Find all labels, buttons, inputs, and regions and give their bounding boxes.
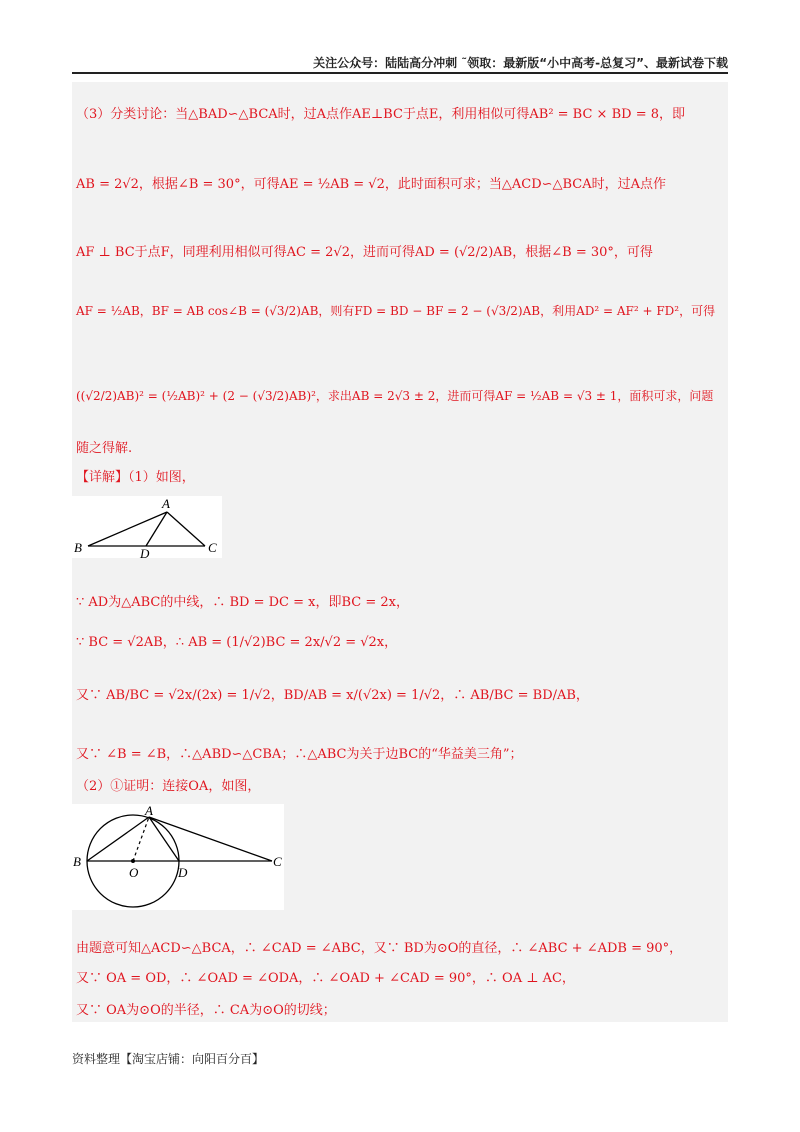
text-line-13: 由题意可知△ACD∽△BCA，∴ ∠CAD = ∠ABC，又∵ BD为⊙O的直径，∴ ∠ABC + ∠ADB = 90°，: [76, 941, 683, 956]
solution-content: [72, 82, 728, 1022]
text-line-4: AF = ½AB，BF = AB cos∠B = (√3/2)AB，则有FD = BD − BF = 2 − (√3/2)AB，利用AD² = AF² + FD²，可得: [76, 304, 716, 318]
circle-figure: [72, 804, 284, 910]
text-line-3: AF ⊥ BC于点F，同理利用相似可得AC = 2√2，进而可得AD = (√2/2)AB，根据∠B = 30°，可得: [76, 245, 653, 260]
text-line-12: （2）①证明：连接OA，如图，: [76, 779, 261, 794]
page-header: [72, 54, 728, 74]
segment-oa: [133, 817, 149, 861]
label-c: C: [208, 540, 217, 555]
text-line-5: ((√2/2)AB)² = (½AB)² + (2 − (√3/2)AB)²，求出AB = 2√3 ± 2，进而可得AF = ½AB = √3 ± 1，面积可求，问题: [76, 389, 714, 403]
segment-ac: [149, 817, 272, 861]
label-o: O: [129, 865, 139, 880]
header-text: 关注公众号：陆陆高分冲刺 ˜领取：最新版“小中高考-总复习”、最新试卷下载: [313, 56, 728, 70]
text-line-11: 又∵ ∠B = ∠B，∴△ABD∽△CBA；∴△ABC为关于边BC的“华益美三角”；: [76, 747, 523, 762]
label-c: C: [273, 854, 282, 869]
text-line-14: 又∵ OA = OD，∴ ∠OAD = ∠ODA，∴ ∠OAD + ∠CAD = 90°，∴ OA ⊥ AC，: [76, 971, 575, 986]
segment-ac: [167, 512, 205, 546]
segment-ad: [149, 817, 179, 861]
text-line-1: （3）分类讨论：当△BAD∽△BCA时，过A点作AE⊥BC于点E，利用相似可得AB² = BC × BD = 8，即: [76, 107, 685, 122]
text-line-2: AB = 2√2，根据∠B = 30°，可得AE = ½AB = √2，此时面积可求；当△ACD∽△BCA时，过A点作: [76, 177, 667, 192]
text-line-8: ∵ AD为△ABC的中线，∴ BD = DC = x，即BC = 2x，: [76, 595, 409, 610]
label-d: D: [140, 546, 150, 558]
label-a: A: [162, 496, 170, 511]
segment-ab: [87, 817, 149, 861]
text-line-15: 又∵ OA为⊙O的半径，∴ CA为⊙O的切线；: [76, 1003, 336, 1018]
label-b: B: [73, 854, 81, 869]
footer-text: 资料整理【淘宝店铺：向阳百分百】: [72, 1052, 265, 1066]
page-footer: [72, 1050, 264, 1067]
text-line-9: ∵ BC = √2AB，∴ AB = (1/√2)BC = 2x/√2 = √2x，: [76, 635, 398, 650]
segment-ab: [88, 512, 167, 546]
center-point: [131, 859, 135, 863]
label-b: B: [74, 540, 82, 555]
text-line-6: 随之得解.: [76, 441, 133, 456]
triangle-figure: [72, 496, 222, 558]
text-line-10: 又∵ AB/BC = √2x/(2x) = 1/√2，BD/AB = x/(√2x) = 1/√2，∴ AB/BC = BD/AB，: [76, 688, 589, 703]
label-a: A: [145, 804, 153, 818]
text-line-7: 【详解】（1）如图，: [76, 470, 195, 485]
label-d: D: [178, 865, 188, 880]
